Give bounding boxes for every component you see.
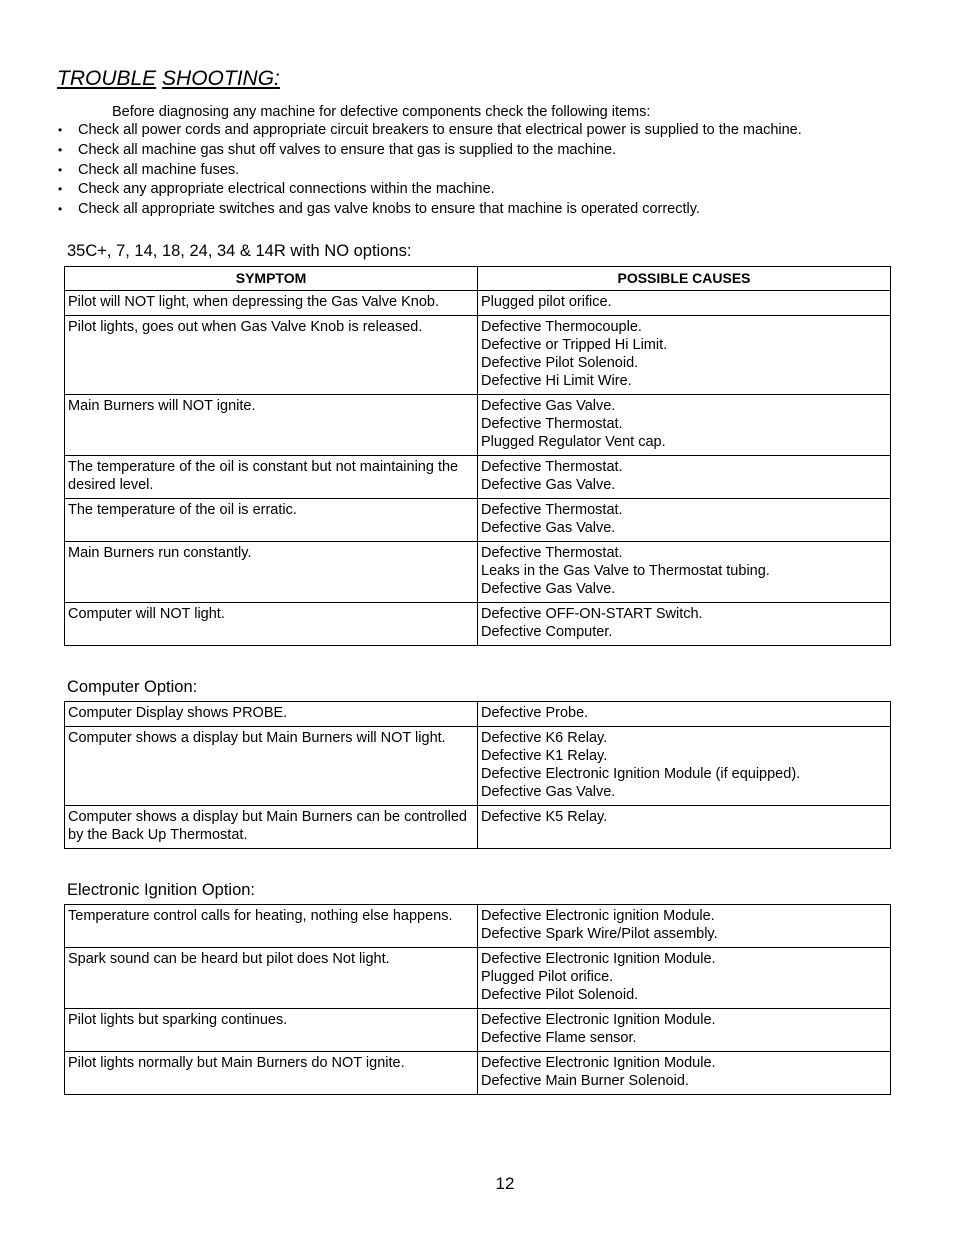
cause-line: Defective Thermostat. — [481, 459, 623, 475]
causes-cell — [478, 948, 891, 1009]
symptom-cell: Pilot lights but sparking continues. — [65, 1009, 478, 1052]
cause-line: Leaks in the Gas Valve to Thermostat tubing. — [481, 563, 770, 579]
cause-line: Defective Gas Valve. — [481, 398, 616, 414]
checklist-item — [57, 141, 917, 161]
table-row — [65, 456, 891, 499]
table-row — [65, 905, 891, 948]
title-word-shooting: SHOOTING: — [162, 67, 280, 90]
checklist-item — [57, 121, 917, 141]
section-heading-no-options: 35C+, 7, 14, 18, 24, 34 & 14R with NO options: — [67, 242, 412, 260]
causes-cell — [478, 603, 891, 646]
causes-cell — [478, 702, 891, 727]
symptom-cell: Main Burners run constantly. — [65, 542, 478, 603]
cause-line: Defective or Tripped Hi Limit. — [481, 337, 668, 353]
cause-line: Defective Computer. — [481, 624, 613, 640]
symptom-cell: Computer Display shows PROBE. — [65, 702, 478, 727]
symptom-cell: The temperature of the oil is erratic. — [65, 499, 478, 542]
table-row — [65, 291, 891, 316]
computer-option-table — [64, 701, 891, 849]
symptom-cell: Computer shows a display but Main Burners can be controlled by the Back Up Thermostat. — [65, 806, 478, 849]
cause-line: Defective K1 Relay. — [481, 748, 608, 764]
cause-line: Plugged pilot orifice. — [481, 294, 612, 310]
causes-cell — [478, 499, 891, 542]
bullet-icon: • — [58, 142, 63, 157]
section-heading-electronic-ignition: Electronic Ignition Option: — [67, 881, 256, 899]
cause-line: Defective Gas Valve. — [481, 477, 616, 493]
symptom-cell: Spark sound can be heard but pilot does Not light. — [65, 948, 478, 1009]
symptom-cell: The temperature of the oil is constant but not maintaining the desired level. — [65, 456, 478, 499]
cause-line: Defective Main Burner Solenoid. — [481, 1073, 689, 1089]
checklist-item — [57, 200, 917, 220]
causes-cell — [478, 806, 891, 849]
cause-line: Defective Thermostat. — [481, 502, 623, 518]
cause-line: Defective Electronic ignition Module. — [481, 908, 715, 924]
no-options-table — [64, 266, 891, 646]
causes-cell — [478, 316, 891, 395]
symptom-cell: Computer shows a display but Main Burners will NOT light. — [65, 727, 478, 806]
cause-line: Defective Hi Limit Wire. — [481, 373, 632, 389]
table-row — [65, 727, 891, 806]
cause-line: Defective Probe. — [481, 705, 589, 721]
table-row — [65, 499, 891, 542]
cause-line: Defective Electronic Ignition Module. — [481, 1012, 716, 1028]
page-number: 12 — [495, 1174, 515, 1193]
cause-line: Defective K5 Relay. — [481, 809, 608, 825]
checklist-item-text: Check all power cords and appropriate circuit breakers to ensure that electrical power is supplied to the machine. — [78, 122, 802, 138]
symptom-cell: Pilot lights, goes out when Gas Valve Knob is released. — [65, 316, 478, 395]
table-row — [65, 395, 891, 456]
cause-line: Defective K6 Relay. — [481, 730, 608, 746]
causes-cell — [478, 456, 891, 499]
cause-line: Plugged Regulator Vent cap. — [481, 434, 666, 450]
cause-line: Defective Pilot Solenoid. — [481, 987, 639, 1003]
table-row — [65, 702, 891, 727]
cause-line: Defective Gas Valve. — [481, 784, 616, 800]
cause-line: Defective Thermocouple. — [481, 319, 642, 335]
checklist-item-text: Check all machine gas shut off valves to ensure that gas is supplied to the machine. — [78, 141, 617, 158]
symptom-cell: Pilot lights normally but Main Burners do NOT ignite. — [65, 1052, 478, 1095]
table-row — [65, 948, 891, 1009]
checklist-item-text: Check all machine fuses. — [78, 161, 240, 178]
checklist-item-text: Check any appropriate electrical connections within the machine. — [78, 181, 495, 198]
table-row — [65, 316, 891, 395]
symptom-column-header: SYMPTOM — [65, 267, 478, 291]
section-heading-computer-option: Computer Option: — [67, 678, 198, 696]
cause-line: Defective Gas Valve. — [481, 581, 616, 597]
table-row — [65, 806, 891, 849]
causes-cell — [478, 395, 891, 456]
bullet-icon: • — [58, 202, 63, 217]
symptom-cell: Computer will NOT light. — [65, 603, 478, 646]
table-row — [65, 603, 891, 646]
causes-cell — [478, 1009, 891, 1052]
causes-cell — [478, 1052, 891, 1095]
bullet-icon: • — [58, 182, 63, 197]
bullet-icon: • — [58, 162, 63, 177]
cause-line: Defective Gas Valve. — [481, 520, 616, 536]
cause-line: Plugged Pilot orifice. — [481, 969, 614, 985]
causes-cell — [478, 905, 891, 948]
table-row — [65, 542, 891, 603]
checklist-item — [57, 161, 917, 181]
symptom-cell: Main Burners will NOT ignite. — [65, 395, 478, 456]
cause-line: Defective OFF-ON-START Switch. — [481, 606, 703, 622]
page-title — [57, 66, 280, 92]
causes-cell — [478, 727, 891, 806]
cause-line: Defective Electronic Ignition Module. — [481, 951, 716, 967]
cause-line: Defective Spark Wire/Pilot assembly. — [481, 926, 718, 942]
symptom-cell: Pilot will NOT light, when depressing the Gas Valve Knob. — [65, 291, 478, 316]
causes-cell — [478, 542, 891, 603]
table-row — [65, 1009, 891, 1052]
electronic-ignition-table — [64, 904, 891, 1095]
checklist — [57, 121, 917, 220]
cause-line: Defective Thermostat. — [481, 416, 623, 432]
checklist-item — [57, 180, 917, 200]
cause-line: Defective Thermostat. — [481, 545, 623, 561]
table-header-row — [65, 267, 891, 291]
cause-line: Defective Pilot Solenoid. — [481, 355, 639, 371]
causes-cell — [478, 291, 891, 316]
causes-column-header: POSSIBLE CAUSES — [478, 267, 891, 291]
title-word-trouble: TROUBLE — [57, 67, 157, 90]
intro-text: Before diagnosing any machine for defective components check the following items: — [112, 104, 651, 120]
bullet-icon: • — [58, 123, 63, 137]
checklist-item-text: Check all appropriate switches and gas valve knobs to ensure that machine is operated correctly. — [78, 201, 700, 218]
symptom-cell: Temperature control calls for heating, nothing else happens. — [65, 905, 478, 948]
cause-line: Defective Flame sensor. — [481, 1030, 637, 1046]
cause-line: Defective Electronic Ignition Module. — [481, 1055, 716, 1071]
cause-line: Defective Electronic Ignition Module (if equipped). — [481, 766, 801, 782]
table-row — [65, 1052, 891, 1095]
